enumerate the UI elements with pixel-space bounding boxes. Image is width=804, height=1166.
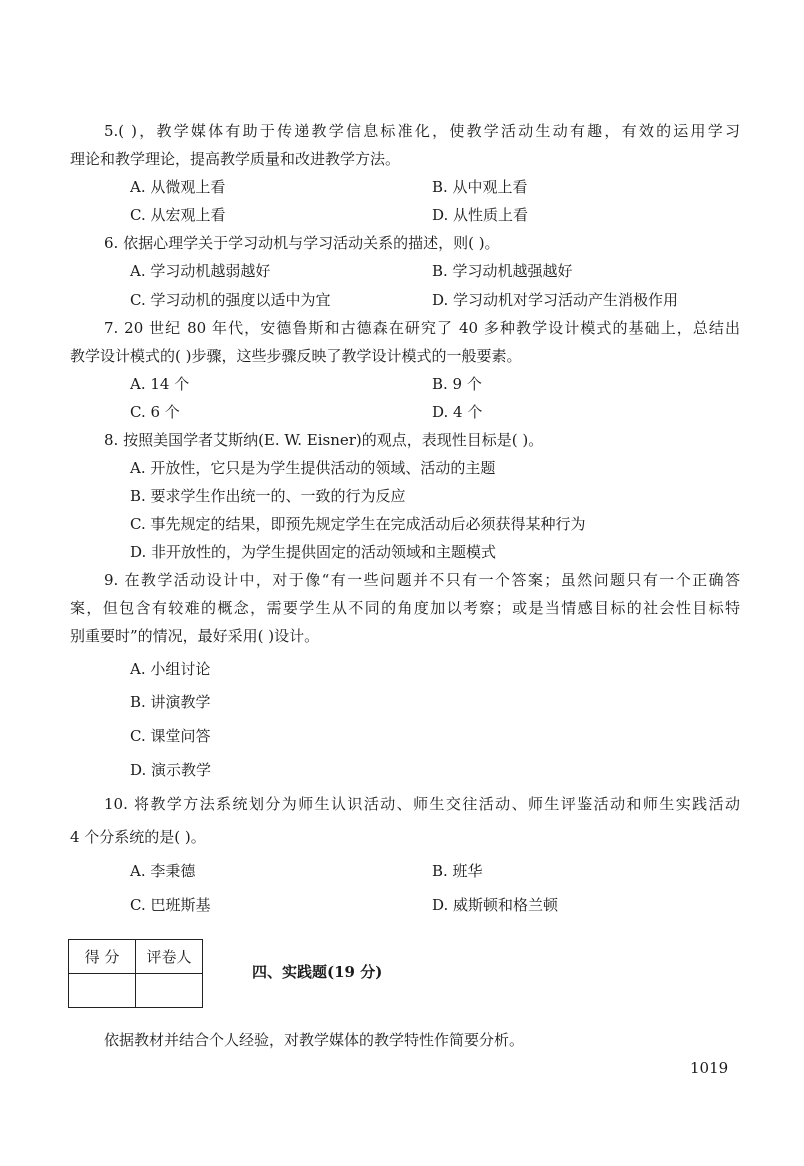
q8-option-b: B. 要求学生作出统一的、一致的行为反应 <box>130 487 406 505</box>
q10-option-c: C. 巴班斯基 <box>130 896 211 914</box>
q5-stem-line1: 5.( )，教学媒体有助于传递教学信息标准化，使教学活动生动有趣，有效的运用学习 <box>104 122 740 140</box>
q7-option-c: C. 6 个 <box>130 403 180 421</box>
score-header: 得 分 <box>69 940 136 974</box>
q8-option-d: D. 非开放性的，为学生提供固定的活动领域和主题模式 <box>130 543 497 561</box>
q5-option-d: D. 从性质上看 <box>432 206 529 224</box>
score-table <box>68 939 203 1008</box>
q7-option-a: A. 14 个 <box>130 375 190 393</box>
score-cell <box>69 974 136 1008</box>
q9-option-a: A. 小组讨论 <box>130 660 211 678</box>
q9-stem-line1: 9. 在教学活动设计中，对于像“有一些问题并不只有一个答案；虽然问题只有一个正确答 <box>104 571 740 589</box>
q9-option-d: D. 演示教学 <box>130 761 212 779</box>
q7-stem-line1: 7. 20 世纪 80 年代，安德鲁斯和古德森在研究了 40 多种教学设计模式的基础上，总结出 <box>104 319 740 337</box>
q7-stem-line2: 教学设计模式的( )步骤，这些步骤反映了教学设计模式的一般要素。 <box>70 347 522 365</box>
q6-option-d: D. 学习动机对学习活动产生消极作用 <box>432 291 679 309</box>
q6-option-c: C. 学习动机的强度以适中为宜 <box>130 291 331 309</box>
q5-option-b: B. 从中观上看 <box>432 178 528 196</box>
q10-stem-line2: 4 个分系统的是( )。 <box>70 828 206 846</box>
q9-stem-line2: 案，但包含有较难的概念，需要学生从不同的角度加以考察；或是当情感目标的社会性目标特 <box>70 599 740 617</box>
q6-stem-line1: 6. 依据心理学关于学习动机与学习活动关系的描述，则( )。 <box>104 234 500 252</box>
q9-option-b: B. 讲演教学 <box>130 693 211 711</box>
grader-header: 评卷人 <box>136 940 203 974</box>
q5-option-a: A. 从微观上看 <box>130 178 226 196</box>
q10-stem-line1: 10. 将教学方法系统划分为师生认识活动、师生交往活动、师生评鉴活动和师生实践活动 <box>104 795 740 813</box>
q7-option-d: D. 4 个 <box>432 403 483 421</box>
q8-stem-line1: 8. 按照美国学者艾斯纳(E. W. Eisner)的观点，表现性目标是( )。 <box>104 431 544 449</box>
q5-option-c: C. 从宏观上看 <box>130 206 226 224</box>
q10-option-a: A. 李秉德 <box>130 862 196 880</box>
q9-option-c: C. 课堂问答 <box>130 727 211 745</box>
page-number: 1019 <box>690 1059 729 1077</box>
q7-option-b: B. 9 个 <box>432 375 482 393</box>
q5-stem-line2: 理论和教学理论，提高教学质量和改进教学方法。 <box>70 150 401 168</box>
grader-cell <box>136 974 203 1008</box>
practice-prompt: 依据教材并结合个人经验，对教学媒体的教学特性作简要分析。 <box>104 1031 525 1049</box>
q10-option-b: B. 班华 <box>432 862 483 880</box>
q6-option-a: A. 学习动机越弱越好 <box>130 262 271 280</box>
q8-option-c: C. 事先规定的结果，即预先规定学生在完成活动后必须获得某种行为 <box>130 515 586 533</box>
q6-option-b: B. 学习动机越强越好 <box>432 262 573 280</box>
q10-option-d: D. 威斯顿和格兰顿 <box>432 896 559 914</box>
section-title: 四、实践题(19 分) <box>252 963 383 981</box>
q8-option-a: A. 开放性，它只是为学生提供活动的领域、活动的主题 <box>130 459 496 477</box>
q9-stem-line3: 别重要时”的情况，最好采用( )设计。 <box>70 627 320 645</box>
